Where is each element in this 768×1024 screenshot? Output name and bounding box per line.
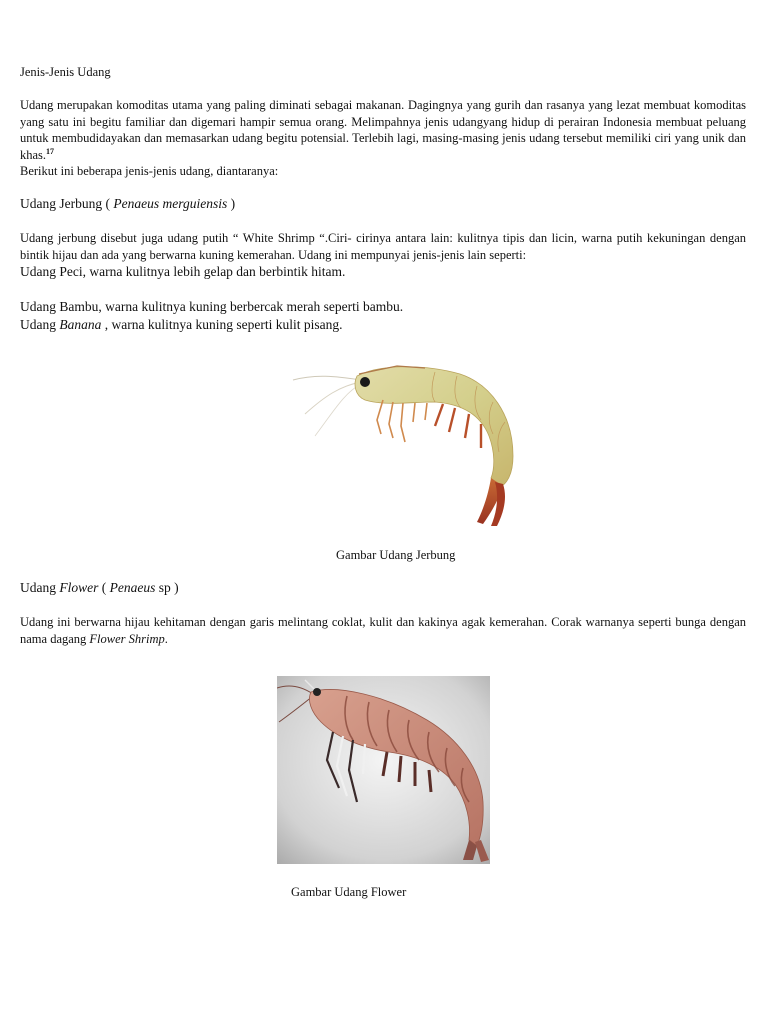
body-italic: Flower Shrimp <box>89 631 165 646</box>
heading-italic: Flower <box>59 580 99 595</box>
section-heading-jerbung <box>20 196 746 213</box>
heading-text: ( <box>98 580 110 595</box>
document-title: Jenis-Jenis Udang <box>20 65 111 79</box>
variant-text: Udang <box>20 317 60 332</box>
shrimp-flower-image <box>277 676 490 864</box>
body-text: . <box>164 631 168 646</box>
body-text: Udang ini berwarna hijau kehitaman dengan garis melintang coklat, kulit dan kakinya agak kemerahan. Corak warnanya seperti bunga dengan nama dagang <box>20 615 746 646</box>
latin-name: Penaeus merguiensis <box>113 196 228 211</box>
variant-peci: Udang Peci, warna kulitnya lebih gelap dan berbintik hitam. <box>20 264 346 279</box>
figure-caption-jerbung: Gambar Udang Jerbung <box>336 547 456 562</box>
shrimp-jerbung-image <box>285 356 515 528</box>
jerbung-description: Udang jerbung disebut juga udang putih “ White Shrimp “.Ciri- cirinya antara lain: kulitnya tipis dan licin, warna putih kekuningan dengan bintik hijau dan ada yang berwarna kuning kemerahan. Udang ini mempunyai jenis-jenis lain seperti: <box>20 231 746 262</box>
heading-text: ) <box>227 196 236 211</box>
variant-bambu: Udang Bambu, warna kulitnya kuning berbercak merah seperti bambu. <box>20 299 404 314</box>
variant-banana <box>20 316 746 333</box>
flower-description <box>20 614 746 647</box>
variant-text: , warna kulitnya kuning seperti kulit pisang. <box>101 317 343 332</box>
intro-paragraph <box>20 97 746 163</box>
intro-list-lead: Berikut ini beberapa jenis-jenis udang, diantaranya: <box>20 164 279 178</box>
intro-text: Udang merupakan komoditas utama yang paling diminati sebagai makanan. Dagingnya yang gurih dan rasanya yang lezat membuat komoditas yang satu ini begitu familiar dan digemari hampir semua orang. Melimpahnya jenis udangyang hidup di perairan Indonesia membuat peluang untuk membudidayakan dan memasarkan udang begitu potensial. Terlebih lagi, masing-masing jenis udang tersebut memiliki ciri yang unik dan khas. <box>20 98 746 162</box>
variant-italic: Banana <box>59 317 102 332</box>
heading-text: Udang Jerbung ( <box>20 196 114 211</box>
document-page <box>20 0 746 1024</box>
heading-text: Udang <box>20 580 60 595</box>
section-heading-flower <box>20 580 746 597</box>
latin-name: Penaeus <box>109 580 156 595</box>
heading-text: sp ) <box>155 580 179 595</box>
figure-caption-flower: Gambar Udang Flower <box>291 884 407 899</box>
footnote-ref: 17 <box>46 146 55 156</box>
